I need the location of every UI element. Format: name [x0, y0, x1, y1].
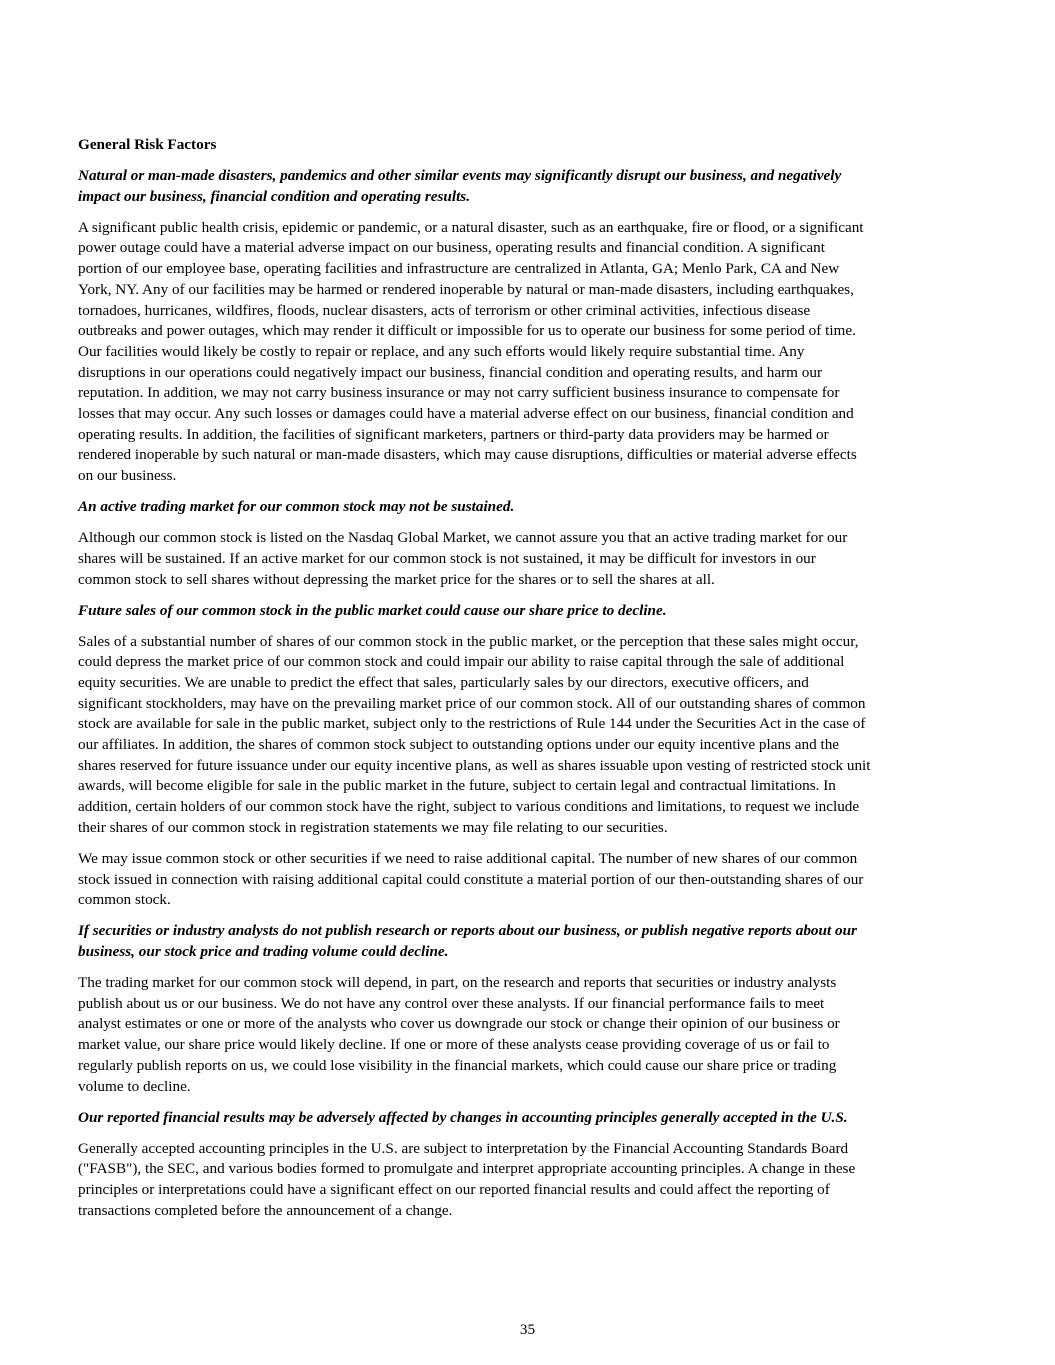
body-paragraph [78, 849, 998, 911]
text-line: We may issue common stock or other securities if we need to raise additional capital. The number of new shares of our common [78, 849, 858, 867]
text-line: impact our business, financial condition and operating results. [78, 187, 470, 205]
risk-subheading [78, 601, 998, 622]
text-line: market value, our share price would likely decline. If one or more of these analysts cease providing coverage of us or fail to [78, 1036, 830, 1054]
text-line: publish about us or our business. We do not have any control over these analysts. If our financial performance fails to meet [78, 994, 825, 1012]
text-line: stock issued in connection with raising additional capital could constitute a material portion of our then-outstanding shares of our [78, 870, 864, 888]
text-line: portion of our employee base, operating facilities and infrastructure are centralized in Atlanta, GA; Menlo Park, CA and New [78, 260, 840, 278]
risk-subheading [78, 1108, 998, 1129]
text-line: principles or interpretations could have a significant effect on our reported financial results and could affect the reporting of [78, 1180, 830, 1198]
text-line: power outage could have a material adverse impact on our business, operating results and financial condition. A significant [78, 239, 825, 257]
text-line: rendered inoperable by such natural or man-made disasters, which may cause disruptions, difficulties or material adverse effects [78, 446, 857, 464]
text-line: York, NY. Any of our facilities may be harmed or rendered inoperable by natural or man-made disasters, including earthquakes, [78, 280, 854, 298]
text-line: Future sales of our common stock in the public market could cause our share price to decline. [78, 601, 667, 619]
text-line: ("FASB"), the SEC, and various bodies formed to promulgate and interpret appropriate accounting principles. A change in these [78, 1160, 856, 1178]
text-line: Our facilities would likely be costly to repair or replace, and any such efforts would likely require substantial time. Any [78, 342, 805, 360]
text-line: Sales of a substantial number of shares of our common stock in the public market, or the perception that these sales might occur, [78, 632, 859, 650]
text-line: awards, will become eligible for sale in the public market in the future, subject to certain legal and contractual limitations. In [78, 777, 836, 795]
text-line: Generally accepted accounting principles in the U.S. are subject to interpretation by the Financial Accounting Standards Board [78, 1139, 849, 1157]
page-number: 35 [519, 1321, 536, 1338]
text-line: our affiliates. In addition, the shares of common stock subject to outstanding options under our equity incentive plans and the [78, 736, 840, 754]
text-line: The trading market for our common stock will depend, in part, on the research and reports that securities or industry analysts [78, 973, 837, 991]
text-line: Although our common stock is listed on the Nasdaq Global Market, we cannot assure you that an active trading market for our [78, 529, 848, 547]
text-line: Natural or man-made disasters, pandemics and other similar events may significantly disrupt our business, and negatively [78, 167, 842, 184]
risk-subheading [78, 166, 998, 207]
document-body [78, 135, 998, 1232]
text-line: outbreaks and power outages, which may render it difficult or impossible for us to operate our business for some period of time. [78, 322, 856, 340]
body-paragraph [78, 632, 998, 839]
body-paragraph [78, 218, 998, 487]
text-line: common stock to sell shares without depressing the market price for the shares or to sell the shares at all. [78, 570, 715, 588]
text-line: shares will be sustained. If an active market for our common stock is not sustained, it may be difficult for investors in our [78, 549, 816, 567]
text-line: their shares of our common stock in registration statements we may file relating to our securities. [78, 818, 668, 836]
text-line: reputation. In addition, we may not carry business insurance or may not carry sufficient business insurance to compensate for [78, 384, 840, 402]
risk-subheading [78, 921, 998, 962]
body-paragraph [78, 528, 998, 590]
text-line: common stock. [78, 891, 171, 909]
text-line: Our reported financial results may be adversely affected by changes in accounting principles generally accepted in the U.S. [78, 1108, 848, 1126]
text-line: equity securities. We are unable to predict the effect that sales, particularly sales by our directors, executive officers, and [78, 673, 809, 691]
text-line: could depress the market price of our common stock and could impair our ability to raise capital through the sale of additional [78, 653, 845, 671]
text-line: losses that may occur. Any such losses or damages could have a material adverse effect on our business, financial condition and [78, 405, 854, 423]
text-line: regularly publish reports on us, we could lose visibility in the financial markets, which could cause our share price or trading [78, 1056, 837, 1074]
text-line: operating results. In addition, the facilities of significant marketers, partners or third-party data providers may be harmed or [78, 425, 829, 443]
text-line: stock are available for sale in the public market, subject only to the restrictions of Rule 144 under the Securities Act in the case of [78, 715, 866, 733]
text-line: If securities or industry analysts do not publish research or reports about our business, or publish negative reports about our [78, 922, 857, 940]
risk-factor-blocks [78, 166, 998, 1221]
text-line: An active trading market for our common stock may not be sustained. [78, 498, 515, 516]
text-line: significant stockholders, may have on the prevailing market price of our common stock. All of our outstanding shares of common [78, 694, 866, 712]
text-line: shares reserved for future issuance under our equity incentive plans, as well as shares issuable upon vesting of restricted stock unit [78, 756, 871, 774]
text-line: on our business. [78, 467, 177, 485]
text-line: analyst estimates or one or more of the analysts who cover us downgrade our stock or change their opinion of our business or [78, 1015, 840, 1033]
text-line: addition, certain holders of our common stock have the right, subject to various conditions and limitations, to request we include [78, 798, 860, 816]
text-line: disruptions in our operations could negatively impact our business, financial condition and operating results, and harm our [78, 363, 823, 381]
text-line: business, our stock price and trading volume could decline. [78, 942, 449, 960]
text-line: volume to decline. [78, 1077, 191, 1095]
text-line: tornadoes, hurricanes, wildfires, floods, nuclear disasters, acts of terrorism or other criminal activities, infectious disease [78, 301, 811, 319]
text-line: transactions completed before the announcement of a change. [78, 1201, 453, 1219]
text-line: A significant public health crisis, epidemic or pandemic, or a natural disaster, such as an earthquake, fire or flood, or a significant [78, 218, 864, 236]
risk-subheading [78, 497, 998, 518]
section-title: General Risk Factors [78, 136, 217, 153]
body-paragraph [78, 1139, 998, 1222]
body-paragraph [78, 973, 998, 1097]
